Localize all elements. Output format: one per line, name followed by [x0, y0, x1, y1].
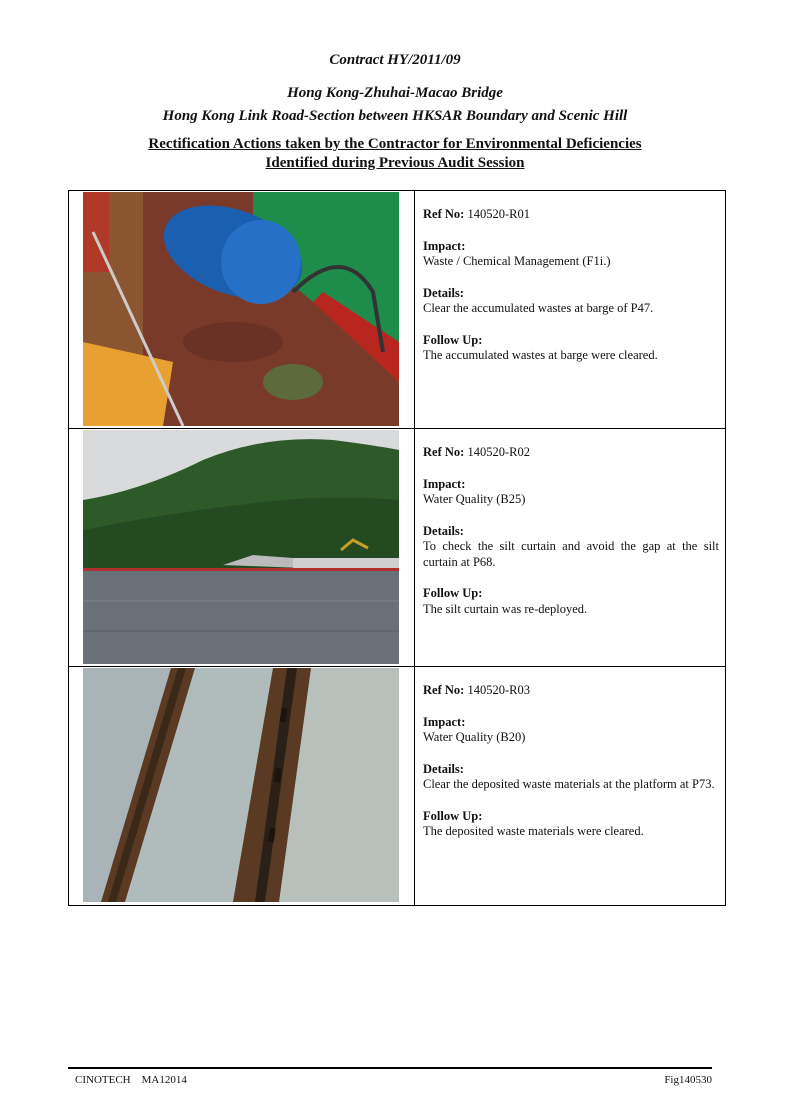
- barge-waste-photo: [83, 192, 399, 426]
- rectification-table: [68, 190, 726, 906]
- ref-number: 140520-R01: [467, 207, 530, 221]
- details-value: To check the silt curtain and avoid the gap at the silt curtain at P68.: [423, 539, 719, 569]
- details-label: Details:: [423, 523, 464, 538]
- impact-label: Impact:: [423, 714, 466, 729]
- follow-up-label: Follow Up:: [423, 808, 483, 823]
- project-title-line2: Hong Kong Link Road-Section between HKSAR Boundary and Scenic Hill: [162, 108, 628, 124]
- impact-label: Impact:: [423, 238, 466, 253]
- impact-value: Water Quality (B20): [423, 730, 526, 744]
- photo-cell: [69, 191, 415, 428]
- follow-up-label: Follow Up:: [423, 586, 483, 600]
- photo-cell: [69, 667, 415, 905]
- footer-divider: [68, 1067, 712, 1069]
- ref-label: Ref No:: [423, 207, 465, 221]
- contract-number: Contract HY/2011/09: [329, 52, 461, 68]
- document-title-line1: Rectification Actions taken by the Contractor for Environmental Deficiencies: [148, 136, 642, 152]
- impact-value: Water Quality (B25): [423, 492, 526, 506]
- table-row: [69, 191, 725, 429]
- record-info: [423, 207, 719, 380]
- table-row: [69, 429, 725, 667]
- footer-figure-number: Fig140530: [664, 1074, 712, 1086]
- details-value: Clear the accumulated wastes at barge of P47.: [423, 301, 654, 315]
- ref-number: 140520-R03: [467, 683, 530, 697]
- follow-up-value: The deposited waste materials were cleared.: [423, 824, 644, 838]
- ref-label: Ref No:: [423, 445, 465, 459]
- record-info: [423, 683, 719, 856]
- follow-up-value: The silt curtain was re-deployed.: [423, 601, 588, 616]
- details-label: Details:: [423, 761, 464, 776]
- record-info: [423, 445, 719, 633]
- impact-value: Waste / Chemical Management (F1i.): [423, 254, 611, 268]
- footer-company: CINOTECH MA12014: [75, 1074, 187, 1086]
- details-value: Clear the deposited waste materials at the platform at P73.: [423, 777, 715, 791]
- project-title-line1: Hong Kong-Zhuhai-Macao Bridge: [287, 85, 503, 101]
- table-row: [69, 667, 725, 905]
- platform-photo: [83, 668, 399, 902]
- details-label: Details:: [423, 285, 464, 300]
- follow-up-value: The accumulated wastes at barge were cleared.: [423, 348, 658, 362]
- ref-label: Ref No:: [423, 683, 465, 697]
- silt-curtain-photo: [83, 430, 399, 664]
- ref-number: 140520-R02: [467, 445, 530, 459]
- impact-label: Impact:: [423, 476, 466, 491]
- document-title-line2: Identified during Previous Audit Session: [265, 155, 525, 171]
- follow-up-label: Follow Up:: [423, 332, 483, 347]
- photo-cell: [69, 429, 415, 666]
